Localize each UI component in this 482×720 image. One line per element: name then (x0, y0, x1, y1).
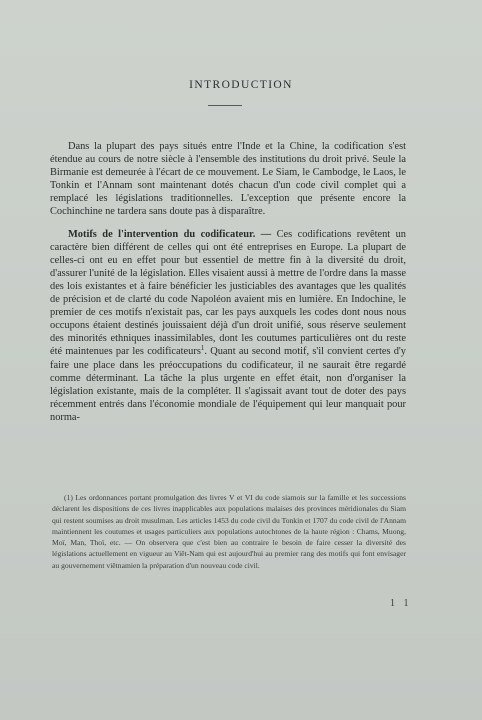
paragraph-motifs (50, 228, 406, 424)
footnote-text: (1) Les ordonnances portant promulgation des livres V et VI du code siamois sur la famille et les successions déclarent les dispositions de ces livres inapplicables aux populations malaises des provinces méridionales du Siam qui restent soumises au droit musulman. Les articles 1453 du code civil du Tonkin et 1707 du code civil de l'Annam maintiennent les coutumes et usages particuliers aux populations autochtones de la haute région : Chams, Muong, Moï, Man, Thoï, etc. — On observera que c'est bien au contraire le besoin de faire cesser la diversité des législations actuellement en vigueur au Viêt-Nam qui est aujourd'hui au premier rang des motifs qui font envisager au gouvernement viêtnamien la préparation d'un nouveau code civil. (52, 493, 406, 570)
paragraph-intro: Dans la plupart des pays situés entre l'Inde et la Chine, la codification s'est étendue au cours de notre siècle à l'ensemble des institutions du droit privé. Seule la Birmanie est demeurée à l'écart de ce mouvement. Le Siam, le Cambodge, le Laos, le Tonkin et l'Annam sont maintenant dotés chacun d'un code civil complet qui a remplacé les législations traditionnelles. L'exception que présente encore la Cochinchine ne tardera sans doute pas à disparaître. (50, 141, 406, 218)
section-title: Motifs de l'intervention du codificateur. — (68, 228, 272, 240)
body-text (50, 140, 406, 424)
chapter-heading: INTRODUCTION (189, 79, 293, 91)
footnote (52, 492, 406, 571)
heading-rule (208, 105, 242, 106)
page-number: 1 1 (390, 598, 412, 609)
footnote-reference: 1 (200, 344, 205, 353)
paragraph-motifs-text-a: Ces codifications revêtent un caractère bien différent de celles qui ont été entreprises en Europe. La plupart de celles-ci ont eu en effet pour but essentiel de mettre fin à la diversité du droit, d'assurer l'unité de la législation. Elles visaient aussi à mettre de l'ordre dans la masse des lois existantes et à faire bénéficier les justiciables des avantages que les qualités de précision et de clarté du code Napoléon avaient mis en lumière. En Indochine, le premier de ces motifs n'existait pas, car les pays auxquels les codes dont nous nous occupons étaient destinés jouissaient déjà d'un droit unifié, sous réserve seulement des minorités ethniques inassimilables, dont les coutumes particulières ont du reste été maintenues par les codificateurs (50, 228, 406, 358)
paragraph-motifs-text-b: . Quant au second motif, s'il convient certes d'y faire une place dans les préoccupations du codificateur, il ne saurait être regardé comme déterminant. La tâche la plus urgente en effet était, non d'organiser la législation existante, mais de la compléter. Il s'agissait avant tout de doter des pays récemment entrés dans l'économie mondiale de l'équipement qui leur manquait pour norma- (50, 346, 406, 423)
